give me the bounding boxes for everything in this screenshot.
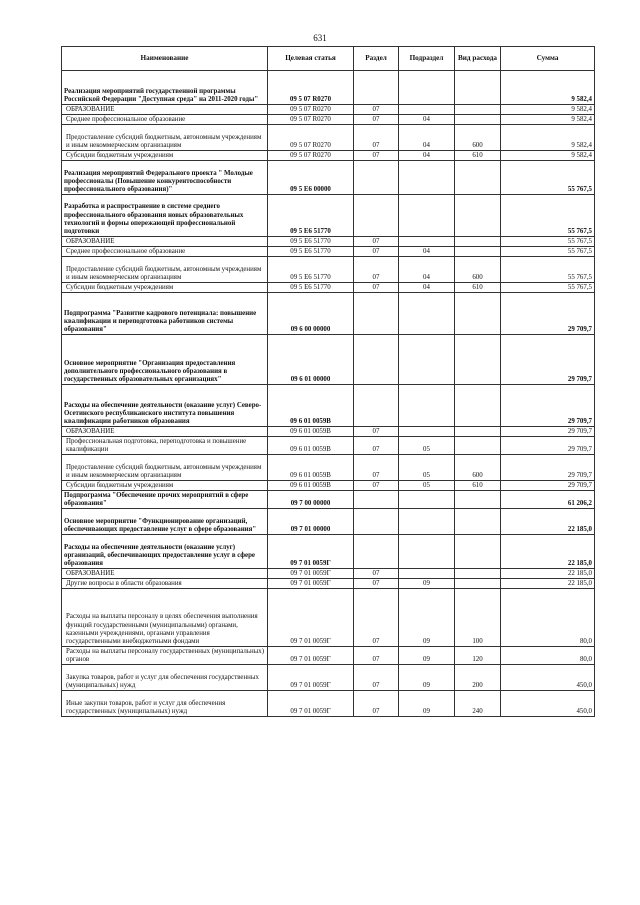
row-name: Расходы на выплаты персоналу государственных (муниципальных) органов [62, 647, 268, 665]
row-amount: 55 767,5 [501, 195, 595, 237]
row-amount: 55 767,5 [501, 161, 595, 195]
row-target-article: 09 5 E6 51770 [268, 247, 354, 257]
row-subsection: 05 [399, 455, 455, 481]
row-section [354, 293, 399, 335]
row-expense-type [455, 579, 501, 589]
row-name: Подпрограмма "Обеспечение прочих мероприятий в сфере образования" [62, 491, 268, 509]
row-target-article: 09 7 01 0059Г [268, 569, 354, 579]
row-amount: 55 767,5 [501, 237, 595, 247]
table-row [62, 535, 595, 569]
row-amount: 9 582,4 [501, 115, 595, 125]
header-amount: Сумма [501, 47, 595, 71]
row-expense-type: 600 [455, 125, 501, 151]
row-name: Расходы на обеспечение деятельности (оказание услуг) организаций, обеспечивающих предоставление услуг в сфере образования [62, 535, 268, 569]
row-amount: 9 582,4 [501, 71, 595, 105]
row-subsection [399, 105, 455, 115]
row-subsection [399, 335, 455, 385]
row-target-article: 09 7 01 0059Г [268, 647, 354, 665]
table-row [62, 579, 595, 589]
row-amount: 80,0 [501, 647, 595, 665]
row-subsection: 09 [399, 665, 455, 691]
row-subsection [399, 385, 455, 427]
header-name: Наименование [62, 47, 268, 71]
row-expense-type [455, 115, 501, 125]
row-expense-type: 610 [455, 283, 501, 293]
row-expense-type: 610 [455, 481, 501, 491]
row-target-article: 09 5 E6 51770 [268, 283, 354, 293]
row-name: Подпрограмма "Развитие кадрового потенциала: повышение квалификации и переподготовка работников системы образования" [62, 293, 268, 335]
row-name: Основное мероприятие "Организация предоставления дополнительного профессионального образования в государственных образовательных организациях" [62, 335, 268, 385]
table-row [62, 455, 595, 481]
row-amount: 61 206,2 [501, 491, 595, 509]
row-subsection [399, 293, 455, 335]
row-section [354, 535, 399, 569]
table-row [62, 283, 595, 293]
row-name: Предоставление субсидий бюджетным, автономным учреждениям и иным некоммерческим организациям [62, 257, 268, 283]
row-amount: 22 185,0 [501, 569, 595, 579]
row-expense-type [455, 569, 501, 579]
row-subsection: 05 [399, 437, 455, 455]
row-subsection: 09 [399, 691, 455, 717]
row-subsection: 09 [399, 579, 455, 589]
row-name: Среднее профессиональное образование [62, 247, 268, 257]
row-name: Другие вопросы в области образования [62, 579, 268, 589]
row-subsection: 04 [399, 247, 455, 257]
row-section: 07 [354, 579, 399, 589]
table-row [62, 491, 595, 509]
row-section [354, 385, 399, 427]
row-subsection [399, 237, 455, 247]
row-amount: 22 185,0 [501, 509, 595, 535]
row-expense-type [455, 237, 501, 247]
row-amount: 80,0 [501, 589, 595, 647]
table-row [62, 427, 595, 437]
row-subsection [399, 569, 455, 579]
row-target-article: 09 6 01 0059В [268, 481, 354, 491]
row-section: 07 [354, 151, 399, 161]
row-amount: 29 709,7 [501, 455, 595, 481]
table-row [62, 569, 595, 579]
row-expense-type [455, 195, 501, 237]
row-section [354, 509, 399, 535]
row-amount: 55 767,5 [501, 247, 595, 257]
row-subsection [399, 195, 455, 237]
row-amount: 29 709,7 [501, 293, 595, 335]
row-target-article: 09 7 01 0059Г [268, 589, 354, 647]
row-name: Профессиональная подготовка, переподготовка и повышение квалификации [62, 437, 268, 455]
table-row [62, 335, 595, 385]
row-name: Основное мероприятие "Функционирование организаций, обеспечивающих предоставление услуг в сфере образования" [62, 509, 268, 535]
row-amount: 450,0 [501, 691, 595, 717]
row-target-article: 09 5 07 R0270 [268, 125, 354, 151]
row-section [354, 71, 399, 105]
row-expense-type [455, 105, 501, 115]
row-expense-type: 240 [455, 691, 501, 717]
row-target-article: 09 5 E6 51770 [268, 195, 354, 237]
row-section [354, 335, 399, 385]
row-section [354, 195, 399, 237]
header-target-article: Целевая статья [268, 47, 354, 71]
row-amount: 55 767,5 [501, 257, 595, 283]
row-expense-type [455, 491, 501, 509]
table-row [62, 237, 595, 247]
row-subsection: 09 [399, 647, 455, 665]
row-subsection: 04 [399, 283, 455, 293]
row-amount: 29 709,7 [501, 385, 595, 427]
row-amount: 29 709,7 [501, 437, 595, 455]
row-expense-type [455, 535, 501, 569]
row-subsection [399, 427, 455, 437]
row-target-article: 09 6 00 00000 [268, 293, 354, 335]
row-target-article: 09 6 01 0059В [268, 437, 354, 455]
row-expense-type [455, 71, 501, 105]
table-row [62, 161, 595, 195]
row-expense-type: 610 [455, 151, 501, 161]
row-section [354, 161, 399, 195]
row-subsection: 04 [399, 257, 455, 283]
table-row [62, 481, 595, 491]
row-section: 07 [354, 455, 399, 481]
row-section: 07 [354, 481, 399, 491]
table-row [62, 247, 595, 257]
table-row [62, 509, 595, 535]
row-name: ОБРАЗОВАНИЕ [62, 237, 268, 247]
row-target-article: 09 6 01 0059В [268, 455, 354, 481]
row-section: 07 [354, 283, 399, 293]
page-number: 631 [313, 33, 327, 43]
row-target-article: 09 6 01 00000 [268, 335, 354, 385]
table-row [62, 125, 595, 151]
row-section: 07 [354, 247, 399, 257]
header-section: Раздел [354, 47, 399, 71]
row-section: 07 [354, 427, 399, 437]
row-amount: 22 185,0 [501, 579, 595, 589]
row-subsection: 04 [399, 151, 455, 161]
row-expense-type [455, 427, 501, 437]
row-target-article: 09 7 01 0059Г [268, 535, 354, 569]
header-subsection: Подраздел [399, 47, 455, 71]
row-subsection [399, 491, 455, 509]
row-name: Реализация мероприятий Федерального проекта " Молодые профессионалы (Повышение конкурентоспособности профессионального образования)" [62, 161, 268, 195]
table-row [62, 647, 595, 665]
row-expense-type [455, 509, 501, 535]
row-section: 07 [354, 589, 399, 647]
row-target-article: 09 6 01 0059В [268, 427, 354, 437]
row-expense-type: 600 [455, 455, 501, 481]
row-section: 07 [354, 105, 399, 115]
row-expense-type: 600 [455, 257, 501, 283]
row-name: ОБРАЗОВАНИЕ [62, 105, 268, 115]
table-row [62, 105, 595, 115]
row-section: 07 [354, 237, 399, 247]
row-expense-type: 120 [455, 647, 501, 665]
row-target-article: 09 5 E6 00000 [268, 161, 354, 195]
row-expense-type [455, 293, 501, 335]
row-expense-type: 100 [455, 589, 501, 647]
row-amount: 29 709,7 [501, 335, 595, 385]
row-subsection [399, 71, 455, 105]
row-target-article: 09 5 07 R0270 [268, 71, 354, 105]
row-expense-type [455, 335, 501, 385]
row-name: Реализация мероприятий государственной программы Российской Федерации "Доступная среда" на 2011-2020 годы" [62, 71, 268, 105]
row-target-article: 09 7 01 00000 [268, 509, 354, 535]
row-amount: 450,0 [501, 665, 595, 691]
row-name: Разработка и распространение в системе среднего профессионального образования новых образовательных технологий и формы опережающей профессиональной подготовки [62, 195, 268, 237]
row-target-article: 09 7 01 0059Г [268, 579, 354, 589]
row-section [354, 491, 399, 509]
row-target-article: 09 7 01 0059Г [268, 691, 354, 717]
row-name: Расходы на выплаты персоналу в целях обеспечения выполнения функций государственными (муниципальными) органами, казенными учреждениями, органами управления государственными внебюджетными фондами [62, 589, 268, 647]
row-expense-type [455, 437, 501, 455]
row-subsection: 04 [399, 125, 455, 151]
table-row [62, 385, 595, 427]
table-row [62, 589, 595, 647]
row-target-article: 09 5 E6 51770 [268, 257, 354, 283]
row-amount: 29 709,7 [501, 481, 595, 491]
row-section: 07 [354, 125, 399, 151]
row-subsection: 09 [399, 589, 455, 647]
row-name: Среднее профессиональное образование [62, 115, 268, 125]
table-row [62, 151, 595, 161]
table-row [62, 665, 595, 691]
table-row [62, 71, 595, 105]
row-amount: 9 582,4 [501, 125, 595, 151]
row-subsection: 04 [399, 115, 455, 125]
row-name: ОБРАЗОВАНИЕ [62, 569, 268, 579]
row-amount: 9 582,4 [501, 105, 595, 115]
table-row [62, 257, 595, 283]
row-amount: 9 582,4 [501, 151, 595, 161]
row-name: Предоставление субсидий бюджетным, автономным учреждениям и иным некоммерческим организациям [62, 125, 268, 151]
row-name: Субсидии бюджетным учреждениям [62, 283, 268, 293]
row-section: 07 [354, 691, 399, 717]
row-section: 07 [354, 647, 399, 665]
row-name: ОБРАЗОВАНИЕ [62, 427, 268, 437]
header-expense-type: Вид расхода [455, 47, 501, 71]
row-section: 07 [354, 437, 399, 455]
row-target-article: 09 5 07 R0270 [268, 151, 354, 161]
row-section: 07 [354, 257, 399, 283]
row-expense-type: 200 [455, 665, 501, 691]
row-section: 07 [354, 569, 399, 579]
row-subsection [399, 161, 455, 195]
budget-table [61, 46, 595, 717]
row-name: Иные закупки товаров, работ и услуг для обеспечения государственных (муниципальных) нужд [62, 691, 268, 717]
table-row [62, 691, 595, 717]
row-target-article: 09 5 07 R0270 [268, 105, 354, 115]
row-amount: 55 767,5 [501, 283, 595, 293]
row-target-article: 09 5 07 R0270 [268, 115, 354, 125]
row-name: Субсидии бюджетным учреждениям [62, 151, 268, 161]
row-subsection [399, 509, 455, 535]
table-row [62, 437, 595, 455]
row-target-article: 09 5 E6 51770 [268, 237, 354, 247]
table-header-row [62, 47, 595, 71]
row-subsection [399, 535, 455, 569]
table-row [62, 293, 595, 335]
table-row [62, 115, 595, 125]
row-amount: 22 185,0 [501, 535, 595, 569]
row-expense-type [455, 385, 501, 427]
row-target-article: 09 6 01 0059В [268, 385, 354, 427]
row-target-article: 09 7 00 00000 [268, 491, 354, 509]
row-target-article: 09 7 01 0059Г [268, 665, 354, 691]
table-row [62, 195, 595, 237]
row-amount: 29 709,7 [501, 427, 595, 437]
row-section: 07 [354, 115, 399, 125]
row-name: Субсидии бюджетным учреждениям [62, 481, 268, 491]
row-name: Предоставление субсидий бюджетным, автономным учреждениям и иным некоммерческим организациям [62, 455, 268, 481]
row-expense-type [455, 247, 501, 257]
row-subsection: 05 [399, 481, 455, 491]
row-section: 07 [354, 665, 399, 691]
row-name: Закупка товаров, работ и услуг для обеспечения государственных (муниципальных) нужд [62, 665, 268, 691]
row-expense-type [455, 161, 501, 195]
row-name: Расходы на обеспечение деятельности (оказание услуг) Северо-Осетинского республиканского института повышения квалификации работников образования [62, 385, 268, 427]
